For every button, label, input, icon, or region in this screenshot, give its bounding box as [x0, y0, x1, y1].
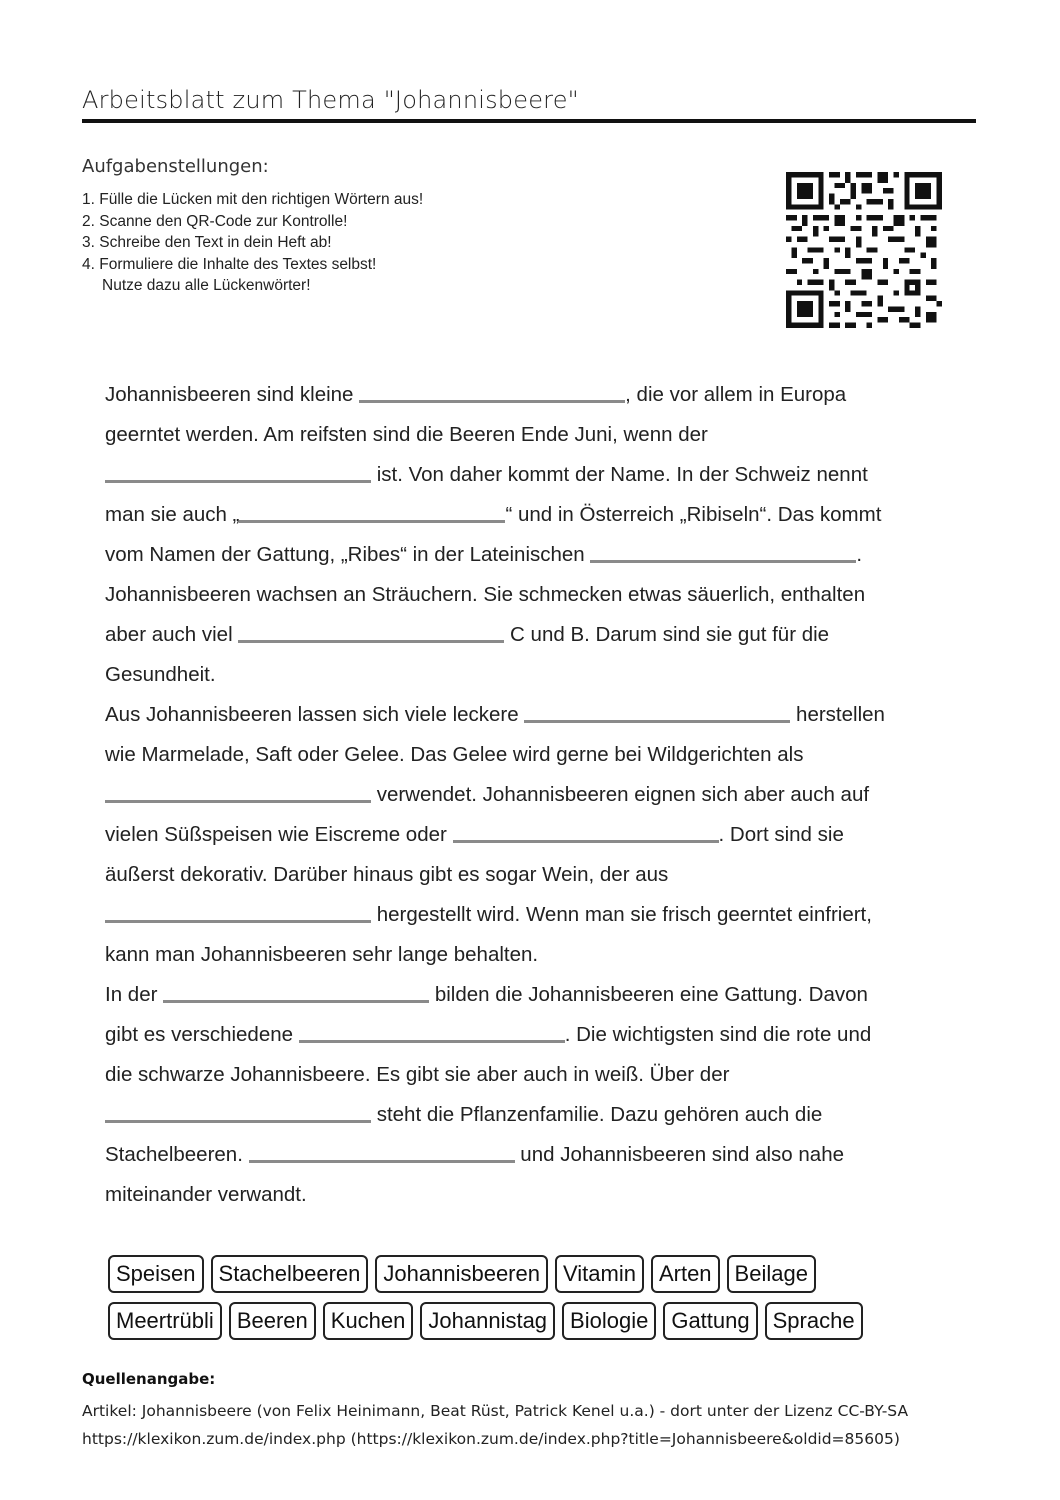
- text-segment: und Johannisbeeren sind also nahe: [514, 1143, 845, 1166]
- text-segment: äußerst dekorativ. Darüber hinaus gibt es sogar Wein, der aus: [105, 863, 669, 886]
- text-segment: miteinander verwandt.: [105, 1183, 307, 1206]
- word-chip[interactable]: Beilage: [727, 1255, 816, 1293]
- task-list: [82, 189, 423, 297]
- text-line: [105, 855, 965, 895]
- word-chip[interactable]: Vitamin: [555, 1255, 644, 1293]
- text-segment: man sie auch „: [105, 503, 240, 526]
- word-bank: [108, 1255, 863, 1349]
- text-segment: gibt es verschiedene: [105, 1023, 299, 1046]
- text-line: [105, 1135, 965, 1175]
- text-line: [105, 695, 965, 735]
- blank-field[interactable]: [105, 458, 371, 483]
- text-segment: ist. Von daher kommt der Name. In der Schweiz nennt: [371, 463, 868, 486]
- blank-field[interactable]: [238, 618, 504, 643]
- text-line: [105, 815, 965, 855]
- word-chip[interactable]: Gattung: [663, 1302, 757, 1340]
- text-segment: Aus Johannisbeeren lassen sich viele leckere: [105, 703, 525, 726]
- blank-field[interactable]: [299, 1018, 565, 1043]
- text-segment: Johannisbeeren sind kleine: [105, 383, 360, 406]
- task-item: 2. Scanne den QR-Code zur Kontrolle!: [82, 212, 348, 230]
- task-item: 1. Fülle die Lücken mit den richtigen Wörtern aus!: [82, 191, 424, 208]
- text-segment: . Die wichtigsten sind die rote und: [564, 1023, 872, 1046]
- tasks-heading: Aufgabenstellungen:: [82, 156, 269, 177]
- word-chip[interactable]: Stachelbeeren: [211, 1255, 369, 1293]
- blank-field[interactable]: [105, 778, 371, 803]
- text-line: [105, 455, 965, 495]
- text-line: [105, 1015, 965, 1055]
- text-line: [105, 655, 965, 695]
- text-segment: vielen Süßspeisen wie Eiscreme oder: [105, 823, 453, 846]
- word-chip[interactable]: Speisen: [108, 1255, 204, 1293]
- text-segment: verwendet. Johannisbeeren eignen sich aber auch auf: [371, 783, 870, 806]
- text-segment: bilden die Johannisbeeren eine Gattung. Davon: [429, 983, 868, 1006]
- text-line: [105, 535, 965, 575]
- blank-field[interactable]: [105, 1098, 371, 1123]
- text-segment: kann man Johannisbeeren sehr lange behalten.: [105, 943, 539, 966]
- text-line: [105, 1095, 965, 1135]
- text-line: [105, 415, 965, 455]
- text-segment: steht die Pflanzenfamilie. Dazu gehören auch die: [371, 1103, 823, 1126]
- text-segment: Johannisbeeren wachsen an Sträuchern. Sie schmecken etwas säuerlich, enthalten: [105, 583, 866, 606]
- text-segment: “ und in Österreich „Ribiseln“. Das kommt: [505, 503, 882, 526]
- word-chip[interactable]: Sprache: [765, 1302, 863, 1340]
- word-chip[interactable]: Johannistag: [420, 1302, 555, 1340]
- page-title: Arbeitsblatt zum Thema "Johannisbeere": [82, 86, 579, 114]
- blank-field[interactable]: [359, 378, 625, 403]
- source-url[interactable]: https://klexikon.zum.de/index.php (https://klexikon.zum.de/index.php?title=Johannisbeere&oldid=85605): [82, 1430, 900, 1448]
- blank-field[interactable]: [590, 538, 856, 563]
- text-line: [105, 1055, 965, 1095]
- blank-field[interactable]: [163, 978, 429, 1003]
- text-line: [105, 375, 965, 415]
- text-segment: Stachelbeeren.: [105, 1143, 249, 1166]
- text-segment: vom Namen der Gattung, „Ribes“ in der Lateinischen: [105, 543, 591, 566]
- word-chip[interactable]: Biologie: [562, 1302, 656, 1340]
- text-line: [105, 935, 965, 975]
- word-chip[interactable]: Johannisbeeren: [375, 1255, 548, 1293]
- sources-block: [82, 1397, 908, 1453]
- blank-field[interactable]: [239, 498, 505, 523]
- word-chip[interactable]: Beeren: [229, 1302, 316, 1340]
- blank-field[interactable]: [524, 698, 790, 723]
- text-segment: herstellen: [790, 703, 885, 726]
- task-item: [82, 275, 423, 297]
- cloze-text: [105, 375, 965, 1215]
- text-line: [105, 495, 965, 535]
- text-line: [105, 975, 965, 1015]
- blank-field[interactable]: [105, 898, 371, 923]
- text-line: [105, 895, 965, 935]
- blank-field[interactable]: [249, 1138, 515, 1163]
- text-line: [105, 735, 965, 775]
- word-chip[interactable]: Arten: [651, 1255, 720, 1293]
- text-line: [105, 775, 965, 815]
- text-segment: geerntet werden. Am reifsten sind die Beeren Ende Juni, wenn der: [105, 423, 708, 446]
- text-segment: die schwarze Johannisbeere. Es gibt sie aber auch in weiß. Über der: [105, 1063, 730, 1086]
- text-segment: aber auch viel: [105, 623, 239, 646]
- source-article: Artikel: Johannisbeere (von Felix Heinimann, Beat Rüst, Patrick Kenel u.a.) - dort unter der Lizenz CC-BY-SA: [82, 1402, 909, 1420]
- word-bank-row: [108, 1302, 863, 1340]
- sources-heading: Quellenangabe:: [82, 1370, 216, 1388]
- word-bank-row: [108, 1255, 863, 1293]
- text-segment: . Dort sind sie: [718, 823, 844, 846]
- text-segment: In der: [105, 983, 164, 1006]
- task-note: Nutze dazu alle Lückenwörter!: [102, 277, 311, 294]
- title-divider: [82, 119, 976, 123]
- task-item: 4. Formuliere die Inhalte des Textes selbst!: [82, 255, 377, 273]
- text-line: [105, 575, 965, 615]
- text-segment: hergestellt wird. Wenn man sie frisch geerntet einfriert,: [371, 903, 872, 926]
- text-segment: , die vor allem in Europa: [625, 383, 847, 406]
- text-segment: C und B. Darum sind sie gut für die: [504, 623, 830, 646]
- word-chip[interactable]: Kuchen: [323, 1302, 414, 1340]
- text-segment: .: [856, 543, 863, 566]
- text-line: [105, 615, 965, 655]
- text-segment: Gesundheit.: [105, 663, 216, 686]
- qr-code-icon[interactable]: [786, 172, 942, 328]
- word-chip[interactable]: Meertrübli: [108, 1302, 222, 1340]
- task-item: 3. Schreibe den Text in dein Heft ab!: [82, 234, 332, 251]
- text-line: [105, 1175, 965, 1215]
- text-segment: wie Marmelade, Saft oder Gelee. Das Gelee wird gerne bei Wildgerichten als: [105, 743, 804, 766]
- blank-field[interactable]: [453, 818, 719, 843]
